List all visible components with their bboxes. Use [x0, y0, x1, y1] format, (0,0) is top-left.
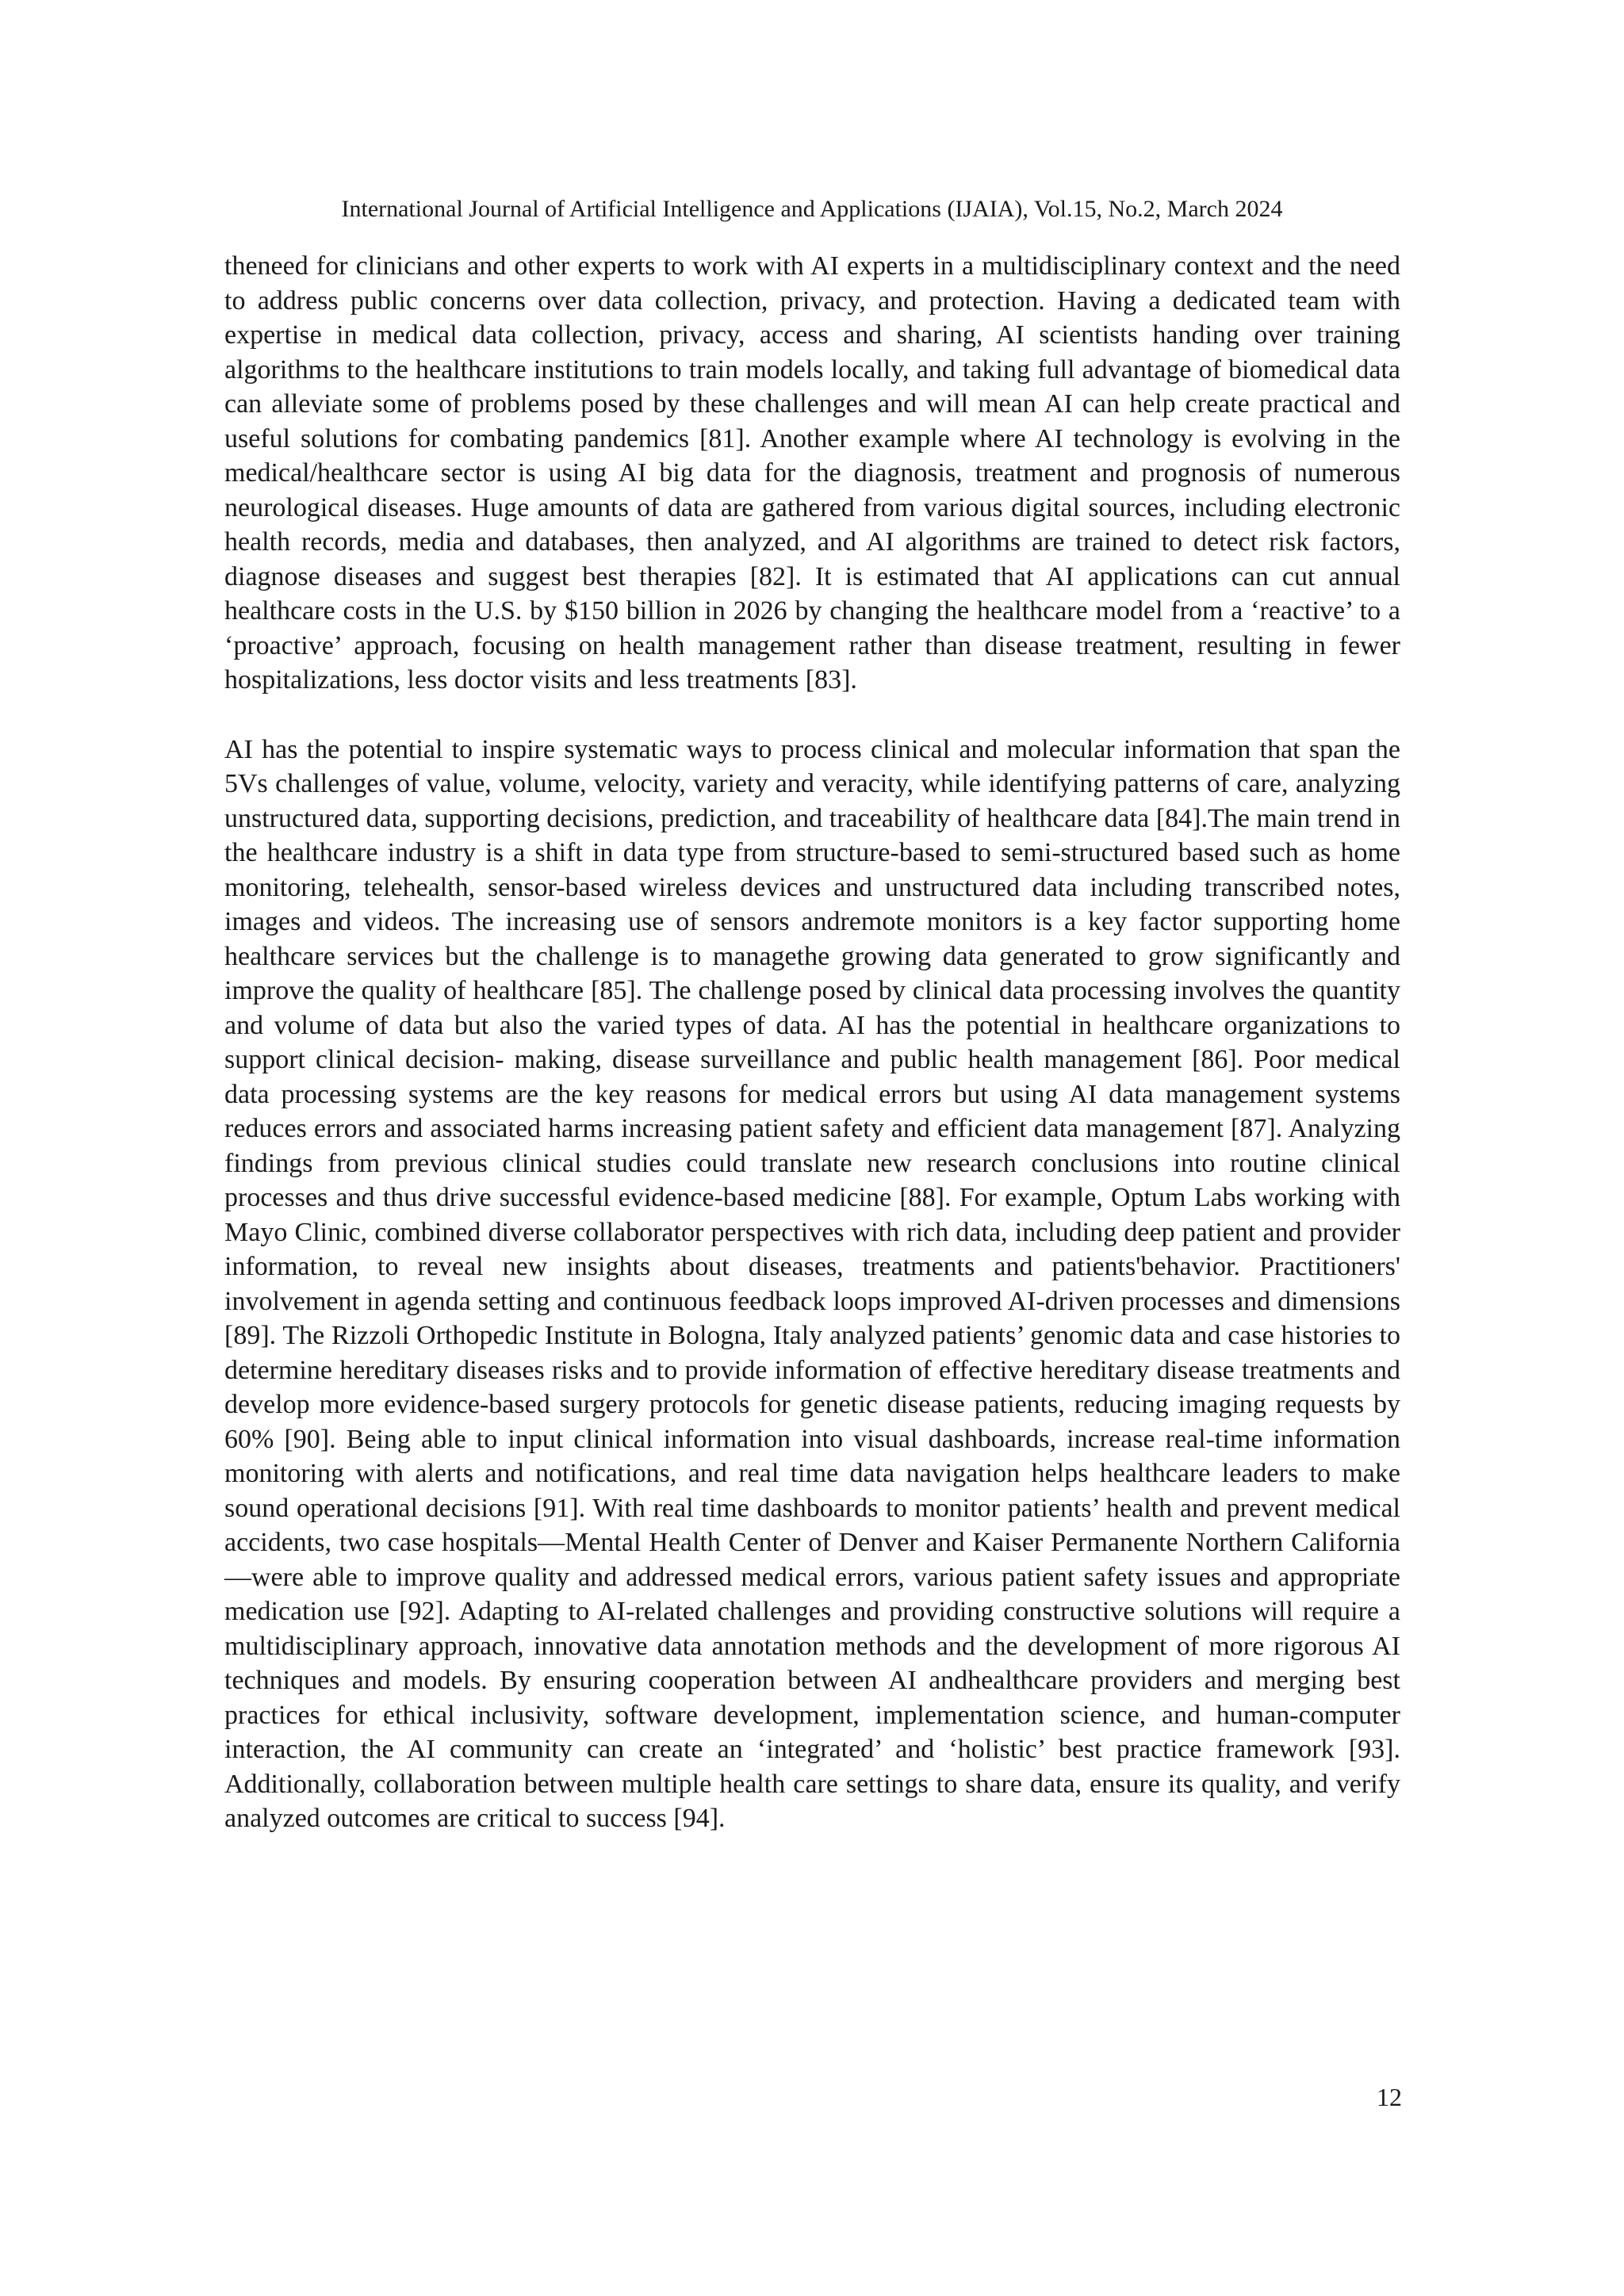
paragraph-2: AI has the potential to inspire systematic ways to process clinical and molecular information that span the 5Vs challenges of value, volume, velocity, variety and veracity, while identifying patterns of care, analyzing unstructured data, supporting decisions, prediction, and traceability of healthcare data [84].The main trend in the healthcare industry is a shift in data type from structure-based to semi-structured based such as home monitoring, telehealth, sensor-based wireless devices and unstructured data including transcribed notes, images and videos. The increasing use of sensors andremote monitors is a key factor supporting home healthcare services but the challenge is to managethe growing data generated to grow significantly and improve the quality of healthcare [85]. The challenge posed by clinical data processing involves the quantity and volume of data but also the varied types of data. AI has the potential in healthcare organizations to support clinical decision- making, disease surveillance and public health management [86]. Poor medical data processing systems are the key reasons for medical errors but using AI data management systems reduces errors and associated harms increasing patient safety and efficient data management [87]. Analyzing findings from previous clinical studies could translate new research conclusions into routine clinical processes and thus drive successful evidence-based medicine [88]. For example, Optum Labs working with Mayo Clinic, combined diverse collaborator perspectives with rich data, including deep patient and provider information, to reveal new insights about diseases, treatments and patients'behavior. Practitioners' involvement in agenda setting and continuous feedback loops improved AI-driven processes and dimensions [89]. The Rizzoli Orthopedic Institute in Bologna, Italy analyzed patients’ genomic data and case histories to determine hereditary diseases risks and to provide information of effective hereditary disease treatments and develop more evidence-based surgery protocols for genetic disease patients, reducing imaging requests by 60% [90]. Being able to input clinical information into visual dashboards, increase real-time information monitoring with alerts and notifications, and real time data navigation helps healthcare leaders to make sound operational decisions [91]. With real time dashboards to monitor patients’ health and prevent medical accidents, two case hospitals—Mental Health Center of Denver and Kaiser Permanente Northern California—were able to improve quality and addressed medical errors, various patient safety issues and appropriate medication use [92]. Adapting to AI-related challenges and providing constructive solutions will require a multidisciplinary approach, innovative data annotation methods and the development of more rigorous AI techniques and models. By ensuring cooperation between AI andhealthcare providers and merging best practices for ethical inclusivity, software development, implementation science, and human-computer interaction, the AI community can create an ‘integrated’ and ‘holistic’ best practice framework [93]. Additionally, collaboration between multiple health care settings to share data, ensure its quality, and verify analyzed outcomes are critical to success [94]. [224, 734, 1400, 1833]
paragraph-1: theneed for clinicians and other experts to work with AI experts in a multidisciplinary context and the need to address public concerns over data collection, privacy, and protection. Having a dedicated team with expertise in medical data collection, privacy, access and sharing, AI scientists handing over training algorithms to the healthcare institutions to train models locally, and taking full advantage of biomedical data can alleviate some of problems posed by these challenges and will mean AI can help create practical and useful solutions for combating pandemics [81]. Another example where AI technology is evolving in the medical/healthcare sector is using AI big data for the diagnosis, treatment and prognosis of numerous neurological diseases. Huge amounts of data are gathered from various digital sources, including electronic health records, media and databases, then analyzed, and AI algorithms are trained to detect risk factors, diagnose diseases and suggest best therapies [82]. It is estimated that AI applications can cut annual healthcare costs in the U.S. by $150 billion in 2026 by changing the healthcare model from a ‘reactive’ to a ‘proactive’ approach, focusing on health management rather than disease treatment, resulting in fewer hospitalizations, less doctor visits and less treatments [83]. [224, 251, 1400, 695]
running-header: International Journal of Artificial Intelligence and Applications (IJAIA), Vol.15, No.2, March 2024 [341, 196, 1283, 222]
page-number: 12 [1377, 2083, 1402, 2111]
body-text [224, 249, 1400, 1836]
